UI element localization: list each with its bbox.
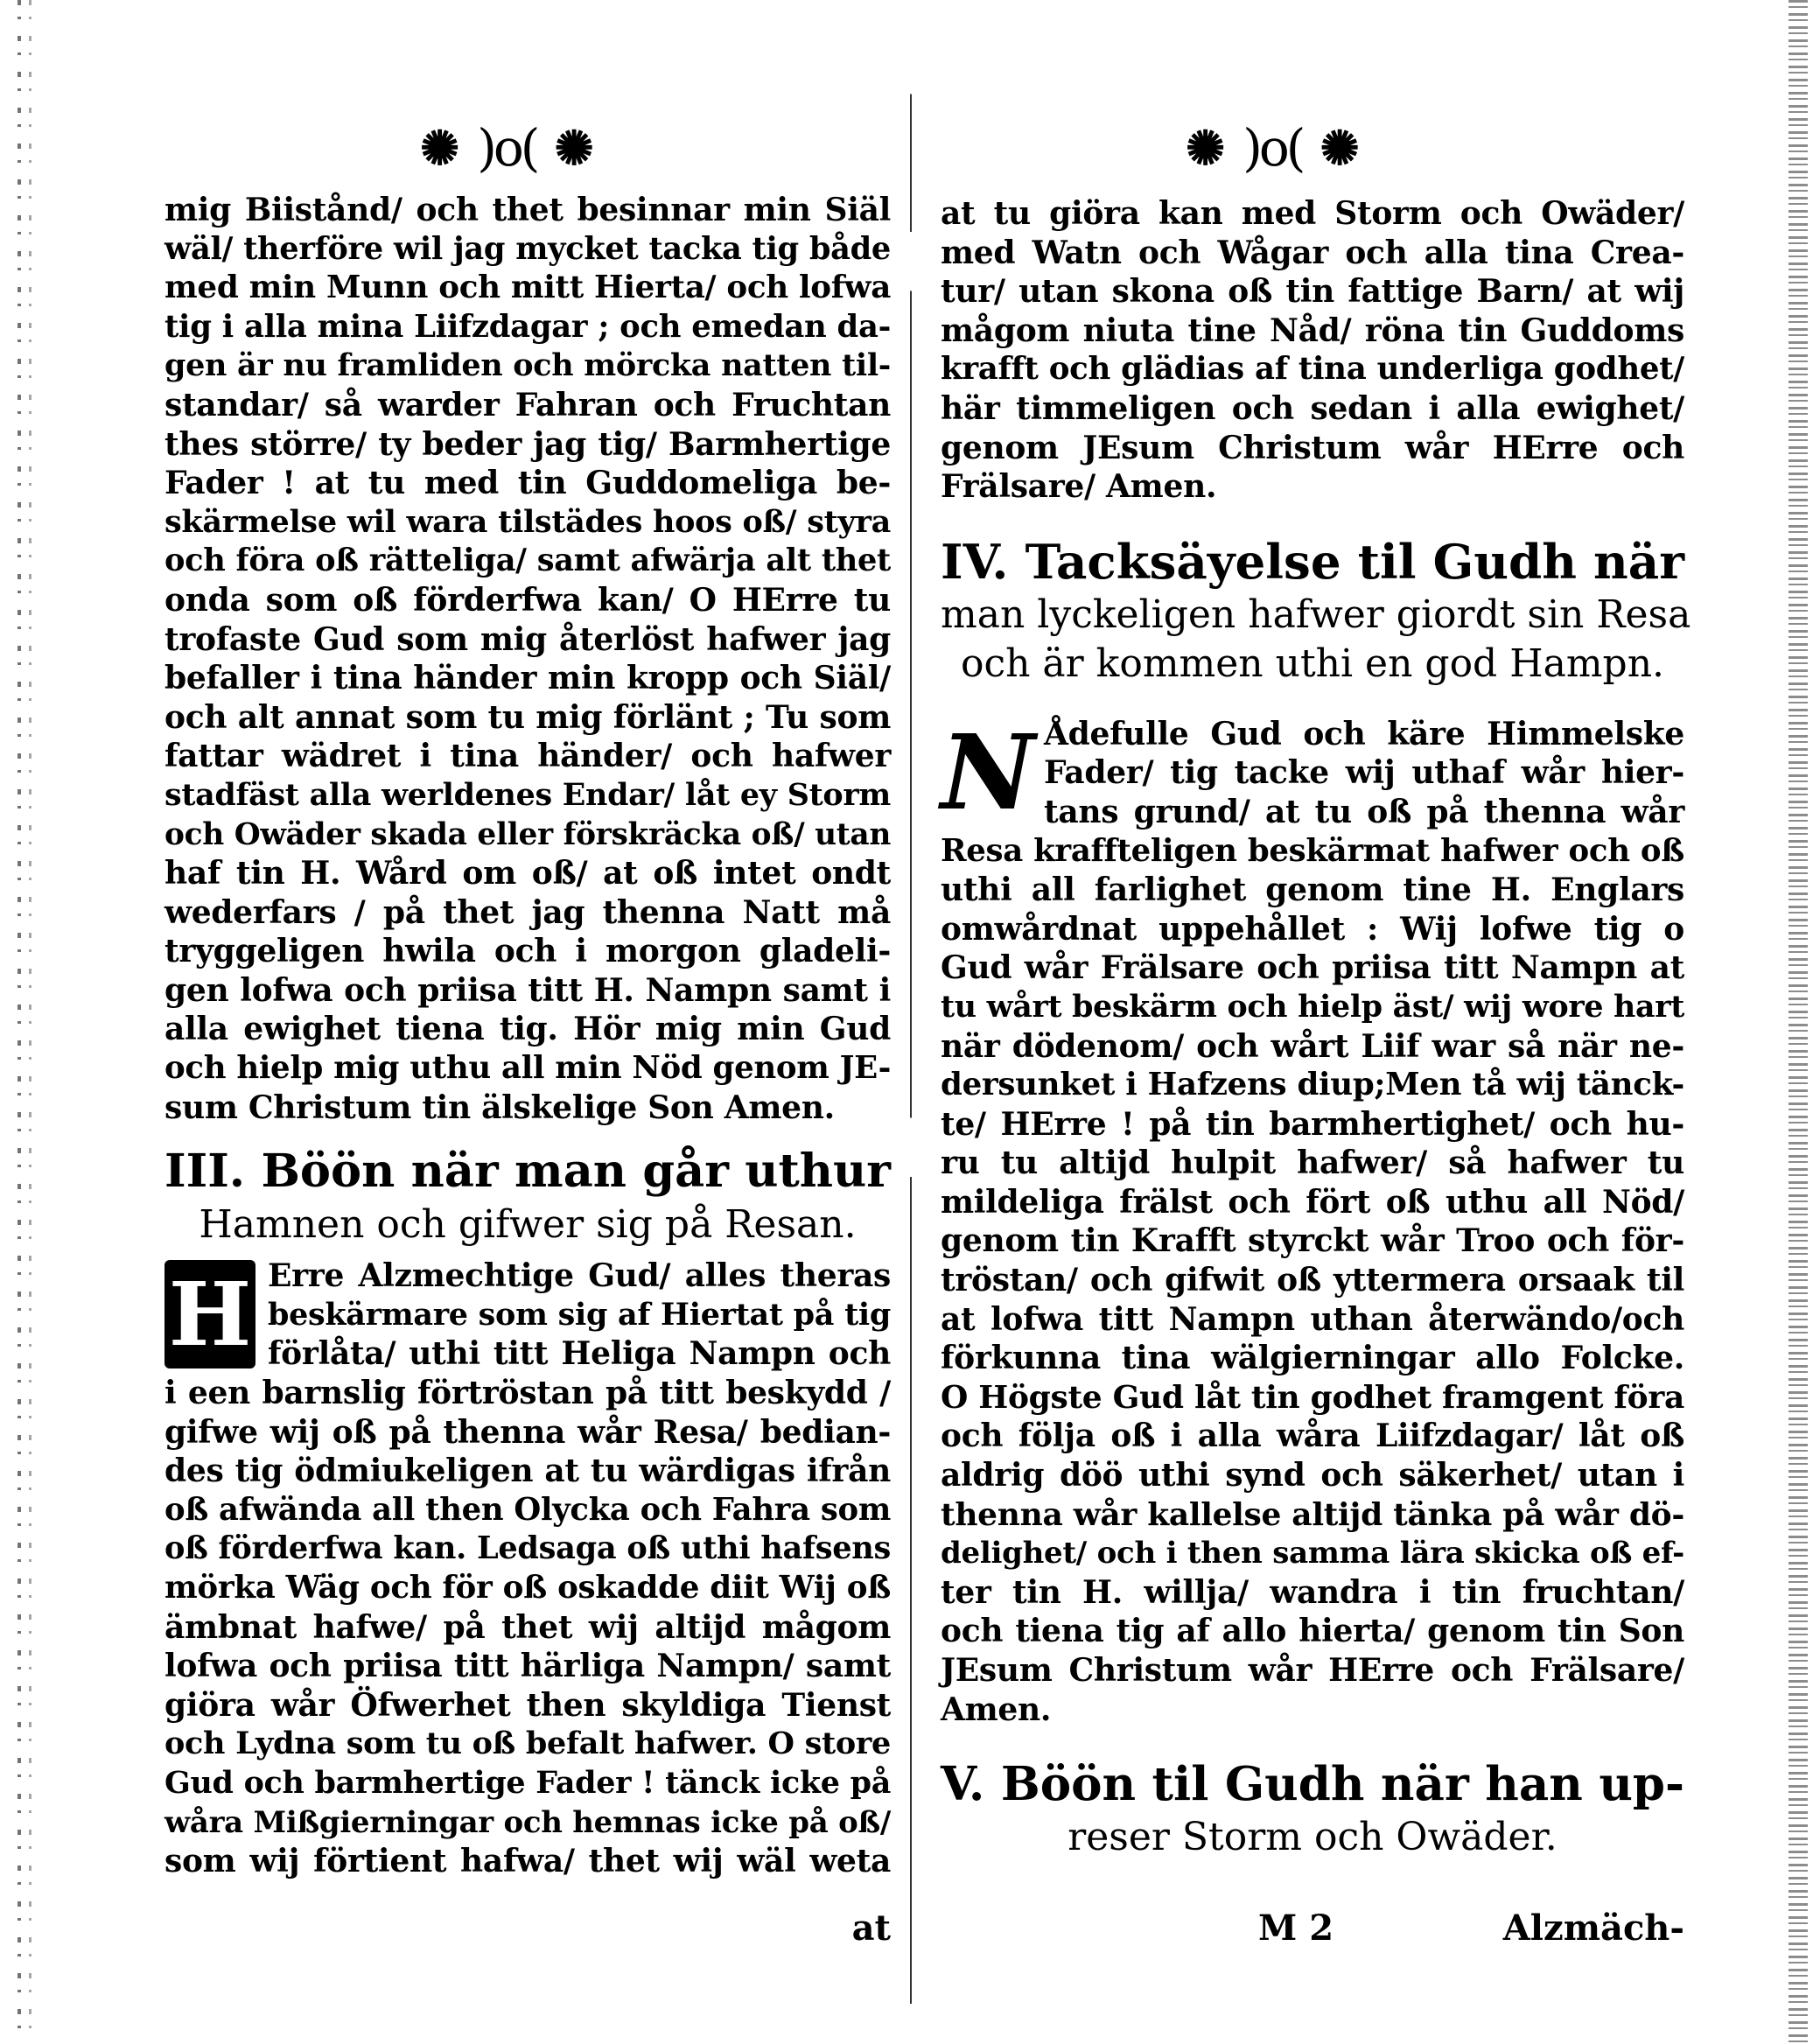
text-line: onda som oß förderfwa kan/ O HErre tu: [164, 581, 891, 619]
text-line: mörka Wäg och för oß oskadde diit Wij oß: [164, 1570, 891, 1606]
section-title: Böön när man går uthur: [261, 1144, 891, 1199]
left-page-body: [164, 191, 891, 1881]
section-heading-III: [164, 1143, 891, 1200]
book-gutter: [910, 35, 912, 2004]
prayer-IV: [941, 710, 1684, 1729]
text-line: wederfars / på thet jag thenna Natt må: [164, 893, 891, 931]
section-subtitle: reser Storm och Owäder.: [1068, 1815, 1558, 1860]
right-page-body: [941, 194, 1691, 1862]
text-line: wäl/ therföre wil jag mycket tacka tig både: [164, 230, 891, 267]
text-line: Erre Alzmechtige Gud/ alles theras: [268, 1257, 891, 1295]
text-line: Gud och barmhertige Fader ! tänck icke på: [164, 1764, 891, 1801]
text-line: wåra Mißgierningar och hemnas icke på oß/: [164, 1804, 891, 1840]
text-line: tröstan/ och gifwit oß yttermera orsaak til: [941, 1262, 1684, 1299]
text-line: stadfäst alla werldenes Endar/ låt ey Storm: [164, 776, 891, 813]
text-line: fattar wädret i tina händer/ och hafwer: [164, 738, 891, 775]
text-line: och alt annat som tu mig förlänt ; Tu som: [164, 698, 891, 736]
text-line: ämbnat hafwe/ på thet wij altijd mågom: [164, 1608, 891, 1646]
text-line: tig i alla mina Liifzdagar ; och emedan da-: [164, 308, 891, 345]
text-line: tryggeligen hwila och i morgon gladeli-: [164, 933, 891, 970]
text-line: krafft och glädias af tina underliga godhet/: [941, 351, 1684, 388]
section-heading-V: [941, 1755, 1684, 1813]
scan-edge-right: [1788, 0, 1808, 2044]
prayer-text-continued: [164, 191, 891, 1127]
text-line: alla ewighet tiena tig. Hör mig min Gud: [164, 1011, 891, 1048]
text-line: när dödenom/ och wårt Liif war så när ne-: [941, 1027, 1684, 1065]
page-header-ornament: [1186, 118, 1360, 178]
text-line: delighet/ och i then samma lära skicka oß ef-: [941, 1536, 1684, 1572]
ornament-separator: )o(: [477, 118, 537, 178]
text-line: lofwa och priisa titt härliga Nampn/ samt: [164, 1648, 891, 1685]
text-line: mig Biistånd/ och thet besinnar min Siäl: [164, 192, 891, 228]
text-line: JEsum Christum wår HErre och Frälsare/: [941, 1652, 1684, 1689]
page-footer: [941, 1908, 1684, 1951]
text-line: haf tin H. Wård om oß/ at oß intet ondt: [164, 855, 891, 892]
text-line: genom JEsum Christum wår HErre och: [941, 429, 1684, 466]
text-line: Amen.: [941, 1690, 1052, 1728]
text-line: och tiena tig af allo hierta/ genom tin Son: [941, 1613, 1684, 1650]
text-line: dersunket i Hafzens diup;Men tå wij tänck-: [941, 1067, 1684, 1103]
fleuron-icon: ✺: [554, 120, 594, 176]
section-heading-IV: [941, 533, 1684, 591]
text-line: gen är nu framliden och mörcka natten til-: [164, 347, 891, 384]
fleuron-icon: ✺: [1186, 120, 1226, 176]
text-line: uthi all farlighet genom tine H. Englars: [941, 872, 1684, 909]
section-subtitle: och är kommen uthi en god Hampn.: [960, 640, 1665, 686]
text-line: oß afwända all then Olycka och Fahra som: [164, 1491, 891, 1528]
text-line: des tig ödmiukeligen at tu wärdigas ifrån: [164, 1452, 891, 1490]
text-line: befaller i tina händer min kropp och Siäl/: [164, 660, 891, 697]
decorated-initial: N: [941, 710, 1035, 833]
text-line: Frälsare/ Amen.: [941, 468, 1217, 506]
prayer-III: [164, 1256, 891, 1881]
text-line: at tu giöra kan med Storm och Owäder/: [941, 195, 1684, 232]
section-numeral: V.: [941, 1756, 985, 1812]
text-line: beskärmare som sig af Hiertat på tig: [268, 1296, 891, 1333]
text-line: trofaste Gud som mig återlöst hafwer jag: [164, 620, 891, 658]
text-line: och föra oß rätteliga/ samt afwärja alt thet: [164, 542, 891, 579]
text-line: sum Christum tin älskelige Son Amen.: [164, 1088, 835, 1126]
text-line: förkunna tina wälgierningar allo Folcke.: [941, 1340, 1684, 1377]
prayer-text-continued: [941, 194, 1684, 507]
section-subtitle: man lyckeligen hafwer giordt sin Resa: [941, 592, 1691, 637]
section-numeral: III.: [164, 1144, 246, 1199]
fleuron-icon: ✺: [1320, 120, 1360, 176]
fleuron-icon: ✺: [420, 120, 460, 176]
text-line: standar/ så warder Fahran och Fruchtan: [164, 386, 891, 424]
text-line: i een barnslig förtröstan på titt beskydd /: [164, 1375, 891, 1412]
text-line: och följa oß i alla wåra Liifzdagar/ låt oß: [941, 1418, 1684, 1455]
text-line: ter tin H. willja/ wandra i tin fruchtan/: [941, 1573, 1684, 1611]
text-line: oß förderfwa kan. Ledsaga oß uthi hafsens: [164, 1530, 891, 1567]
text-line: och hielp mig uthu all min Nöd genom JE-: [164, 1050, 891, 1087]
scan-edge-left-inner: [29, 0, 32, 2044]
text-line: te/ HErre ! på tin barmhertighet/ och hu-: [941, 1105, 1684, 1143]
text-line: och Lydna som tu oß befalt hafwer. O store: [164, 1726, 891, 1762]
scan-edge-left: [18, 0, 21, 2044]
text-line: här timmeligen och sedan i alla ewighet/: [941, 389, 1684, 427]
section-title: Tacksäyelse til Gudh när: [1025, 533, 1684, 590]
signature-mark: M 2: [1258, 1908, 1334, 1949]
catchword: Alzmäch-: [1502, 1908, 1684, 1949]
text-line: tur/ utan skona oß tin fattige Barn/ at wij: [941, 273, 1684, 311]
text-line: och Owäder skada eller förskräcka oß/ utan: [164, 816, 891, 852]
section-title: Böön til Gudh när han up-: [1000, 1756, 1684, 1812]
text-line: ru tu altijd hulpit hafwer/ så hafwer tu: [941, 1144, 1684, 1182]
text-line: omwårdnat uppehållet : Wij lofwe tig o: [941, 910, 1684, 948]
page-header-ornament: [420, 118, 594, 178]
text-line: Gud wår Frälsare och priisa titt Nampn at: [941, 949, 1684, 987]
text-line: Ådefulle Gud och käre Himmelske: [1044, 715, 1684, 752]
text-line: gen lofwa och priisa titt H. Nampn samt i: [164, 971, 891, 1009]
text-line: Fader/ tig tacke wij uthaf wår hier-: [1044, 754, 1684, 792]
text-line: skärmelse wil wara tilstädes hoos oß/ styra: [164, 503, 891, 540]
text-line: gifwe wij oß på thenna wår Resa/ bedian-: [164, 1413, 891, 1451]
text-line: tans grund/ at tu oß på thenna wår: [1044, 793, 1684, 830]
text-line: thes större/ ty beder jag tig/ Barmhertige: [164, 425, 891, 463]
text-line: Resa kraffteligen beskärmat hafwer och oß: [941, 832, 1684, 869]
text-line: aldrig döö uthi synd och säkerhet/ utan i: [941, 1457, 1684, 1494]
page-footer: [164, 1908, 891, 1951]
text-line: at lofwa titt Nampn uthan återwändo/och: [941, 1300, 1684, 1338]
text-line: som wij förtient hafwa/ thet wij wäl weta: [164, 1843, 891, 1880]
text-line: Fader ! at tu med tin Guddomeliga be-: [164, 465, 891, 502]
catchword: at: [851, 1908, 891, 1949]
text-line: giöra wår Öfwerhet then skyldiga Tienst: [164, 1686, 891, 1724]
text-line: thenna wår kallelse altijd tänka på wår dö-: [941, 1495, 1684, 1533]
section-numeral: IV.: [941, 533, 1009, 590]
text-line: förlåta/ uthi titt Heliga Nampn och: [268, 1335, 891, 1373]
text-line: O Högste Gud låt tin godhet framgent föra: [941, 1378, 1684, 1416]
text-line: med Watn och Wågar och alla tina Crea-: [941, 234, 1684, 271]
ornament-separator: )o(: [1242, 118, 1303, 178]
text-line: tu wårt beskärm och hielp äst/ wij wore hart: [941, 988, 1684, 1025]
section-subtitle: Hamnen och gifwer sig på Resan.: [199, 1202, 857, 1248]
text-line: med min Munn och mitt Hierta/ och lofwa: [164, 270, 891, 306]
text-line: mågom niuta tine Nåd/ röna tin Guddoms: [941, 312, 1684, 349]
decorated-initial: H: [164, 1260, 256, 1368]
text-line: genom tin Krafft styrckt wår Troo och för-: [941, 1222, 1684, 1260]
text-line: mildeliga frälst och fört oß uthu all Nöd/: [941, 1183, 1684, 1221]
